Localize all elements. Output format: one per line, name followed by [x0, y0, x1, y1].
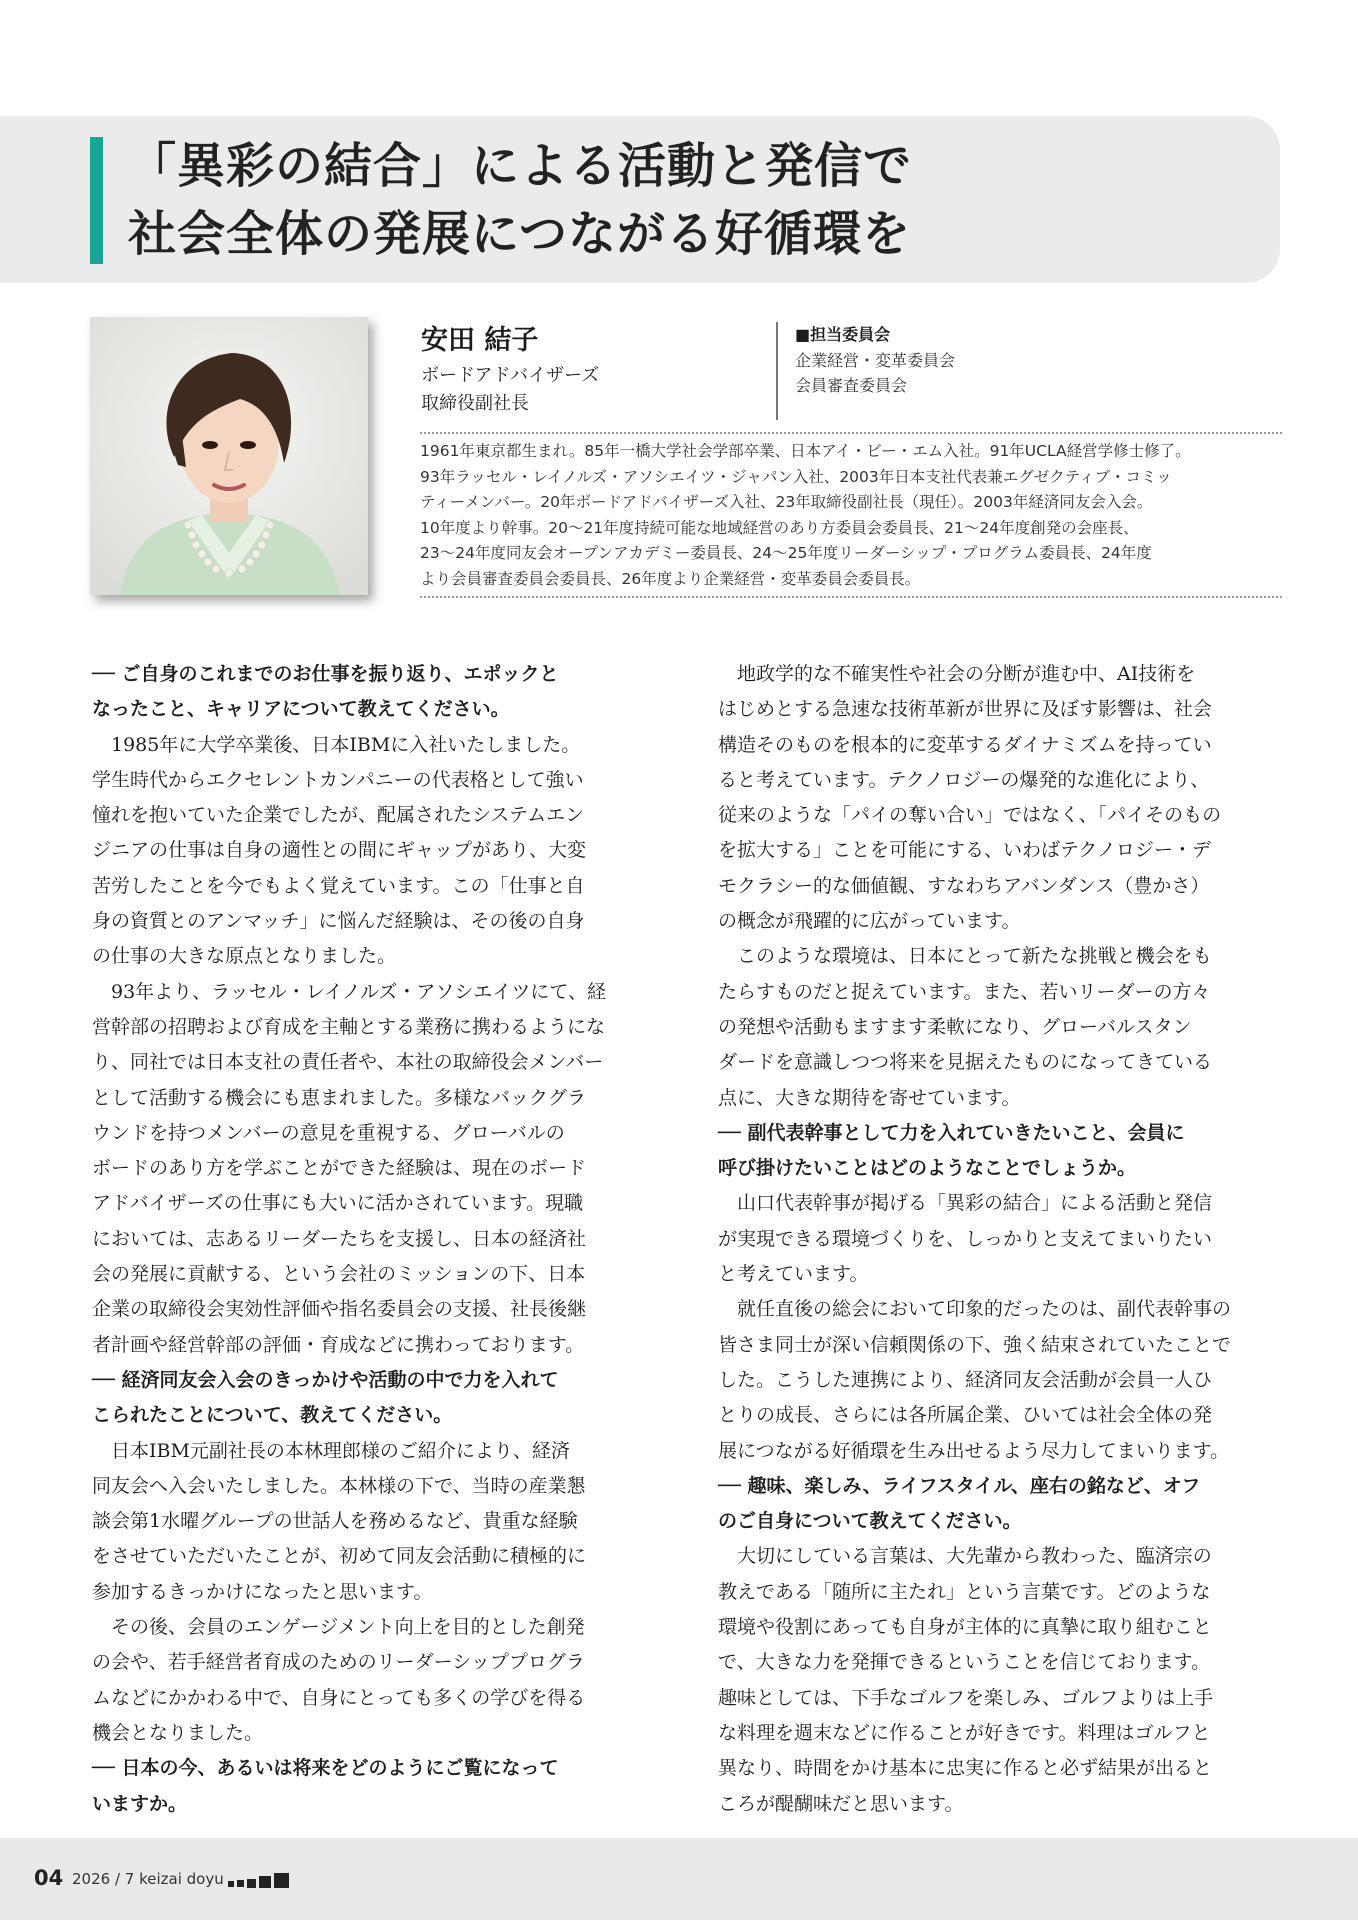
body-text-line: その後、会員のエンゲージメント向上を目的とした創発 [92, 1616, 585, 1639]
body-text-line: 営幹部の招聘および育成を主軸とする業務に携わるようにな [92, 1015, 606, 1038]
body-text-line: ダードを意識しつつ将来を見据えたものになってきている [718, 1051, 1213, 1074]
profile-line: より会員審査委員会委員長、26年度より企業経営・変革委員会委員長。 [420, 569, 921, 588]
body-text-line: ボードのあり方を学ぶことができた経験は、現在のボード [92, 1157, 587, 1180]
footer-square-icon [247, 1879, 256, 1888]
page-number: 04 [34, 1866, 64, 1890]
body-text-line: アドバイザーズの仕事にも大いに活かされています。現職 [92, 1192, 584, 1215]
body-text-line: 会の発展に貢献する、という会社のミッションの下、日本 [92, 1263, 586, 1286]
body-text-line: においては、志あるリーダーたちを支援し、日本の経済社 [92, 1227, 587, 1250]
body-text-line: 苦労したことを今でもよく覚えています。この「仕事と自 [92, 874, 585, 897]
article-title [128, 132, 1228, 268]
body-text-line: 者計画や経営幹部の評価・育成などに携わっております。 [92, 1333, 585, 1356]
portrait-illustration [90, 317, 368, 595]
question-line: ── 副代表幹事として力を入れていきたいこと、会員に [718, 1121, 1185, 1144]
committee-heading: ■担当委員会 [795, 325, 891, 344]
question-line: のご自身について教えてください。 [718, 1510, 1022, 1533]
portrait-photo [90, 317, 368, 595]
question-line: ── 趣味、楽しみ、ライフスタイル、座右の銘など、オフ [718, 1474, 1201, 1497]
committee-item: 会員審査委員会 [795, 376, 908, 395]
title-line-2: 社会全体の発展につながる好循環を [128, 206, 912, 262]
footer-square-icon [237, 1880, 244, 1887]
body-text-line: が実現できる環境づくりを、しっかりと支えてまいりたい [718, 1227, 1213, 1250]
body-text-line: 皆さま同士が深い信頼関係の下、強く結束されていたことで [718, 1333, 1232, 1356]
body-text-line: ジニアの仕事は自身の適性との間にギャップがあり、大変 [92, 839, 587, 862]
question-line: なったこと、キャリアについて教えてください。 [92, 698, 510, 721]
body-text-line: 身の資質とのアンマッチ」に悩んだ経験は、その後の自身 [92, 910, 585, 933]
body-text-line: とりの成長、さらには各所属企業、ひいては社会全体の発 [718, 1404, 1213, 1427]
body-text-line: 趣味としては、下手なゴルフを楽しみ、ゴルフよりは上手 [718, 1686, 1214, 1709]
body-text-line: このような環境は、日本にとって新たな挑戦と機会をも [718, 945, 1212, 968]
body-text-line: 日本IBM元副社長の本林理郎様のご紹介により、経済 [92, 1439, 570, 1462]
body-text-line: 山口代表幹事が掲げる「異彩の結合」による活動と発信 [718, 1192, 1213, 1215]
profile-line: ティーメンバー。20年ボードアドバイザーズ入社、23年取締役副社長（現任）。2003年経済同友会入会。 [420, 493, 1153, 511]
body-text-line: 就任直後の総会において印象的だったのは、副代表幹事の [718, 1298, 1232, 1321]
profile-line: 93年ラッセル・レイノルズ・アソシエイツ・ジャパン入社、2003年日本支社代表兼エグゼクティブ・コミッ [420, 467, 1172, 486]
question-line: いますか。 [92, 1792, 188, 1815]
profile-bio [420, 432, 1282, 598]
body-text-line: と考えています。 [718, 1263, 869, 1286]
body-text-line: の発想や活動もますます柔軟になり、グローバルスタン [718, 1015, 1192, 1038]
title-line-1: 「異彩の結合」による活動と発信で [128, 138, 913, 194]
body-text-line: 機会となりました。 [92, 1721, 264, 1744]
question-line: こられたことについて、教えてください。 [92, 1404, 453, 1427]
body-text-line: たらすものだと捉えています。また、若いリーダーの方々 [718, 980, 1211, 1003]
profile-line: 23～24年度同友会オープンアカデミー委員長、24～25年度リーダーシップ・プログラム委員長、24年度 [420, 544, 1152, 562]
person-name: 安田 結子 [421, 325, 539, 356]
body-text-line: 93年より、ラッセル・レイノルズ・アソシエイツにて、経 [92, 980, 606, 1003]
body-text-line: 談会第1水曜グループの世話人を務めるなど、貴重な経験 [92, 1510, 578, 1533]
body-text-line: 同友会へ入会いたしました。本林様の下で、当時の産業懇 [92, 1474, 586, 1497]
body-text-line: 地政学的な不確実性や社会の分断が進む中、AI技術を [718, 663, 1196, 685]
question-line: ── ご自身のこれまでのお仕事を振り返り、エポックと [92, 663, 559, 685]
body-text-line: 憧れを抱いていた企業でしたが、配属されたシステムエン [92, 804, 585, 827]
body-text-line: 異なり、時間をかけ基本に忠実に作ると必ず結果が出ると [718, 1757, 1213, 1780]
body-text-line: 展につながる好循環を生み出せるよう尽力してまいります。 [718, 1439, 1230, 1462]
body-text-line: ころが醍醐味だと思います。 [718, 1792, 964, 1815]
issue-label: 2026 / 7 keizai doyu [72, 1870, 224, 1888]
body-text-line: ると考えています。テクノロジーの爆発的な進化により、 [718, 768, 1210, 791]
body-text-line: の会や、若手経営者育成のためのリーダーシッププログラ [92, 1651, 585, 1674]
body-text-line: モクラシー的な価値観、すなわちアバンダンス（豊かさ） [718, 874, 1210, 897]
body-text-line: り、同社では日本支社の責任者や、本社の取締役会メンバー [92, 1051, 604, 1074]
body-text-line: で、大きな力を発揮できるということを信じております。 [718, 1651, 1211, 1674]
profile-line: 10年度より幹事。20～21年度持続可能な地域経営のあり方委員会委員長、21～24年度創発の会座長、 [420, 518, 1139, 537]
body-text-line: ウンドを持つメンバーの意見を重視する、グローバルの [92, 1121, 565, 1144]
body-text-line: をさせていただいたことが、初めて同友会活動に積極的に [92, 1545, 587, 1568]
committee-item: 企業経営・変革委員会 [795, 351, 956, 370]
question-line: ── 経済同友会入会のきっかけや活動の中で力を入れて [92, 1368, 559, 1391]
body-text-line: の仕事の大きな原点となりました。 [92, 945, 397, 968]
body-text-line: として活動する機会にも恵まれました。多様なバックグラ [92, 1086, 587, 1109]
body-column-left [92, 657, 657, 1822]
body-text-line: を拡大する」ことを可能にする、いわばテクノロジー・デ [718, 839, 1211, 862]
body-column-right [718, 657, 1283, 1822]
body-text-line: 環境や役割にあっても自身が主体的に真摯に取り組むこと [718, 1616, 1212, 1639]
body-text-line: 参加するきっかけになったと思います。 [92, 1580, 433, 1603]
body-text-line: ムなどにかかわる中で、自身にとっても多くの学びを得る [92, 1686, 586, 1709]
title-accent-bar [90, 137, 103, 264]
body-text-line: した。こうした連携により、経済同友会活動が会員一人ひ [718, 1368, 1213, 1391]
committee-divider [776, 322, 778, 420]
profile-line: 1961年東京都生まれ。85年一橋大学社会学部卒業、日本アイ・ビー・エム入社。91年UCLA経営学修士修了。 [420, 442, 1191, 460]
person-company: ボードアドバイザーズ [421, 365, 600, 386]
question-line: ── 日本の今、あるいは将来をどのようにご覧になって [92, 1757, 559, 1780]
body-text-line: 教えである「随所に主たれ」という言葉です。どのような [718, 1580, 1211, 1603]
person-position: 取締役副社長 [421, 393, 529, 414]
body-text-line: の概念が飛躍的に広がっています。 [718, 910, 1021, 933]
body-text-line: 大切にしている言葉は、大先輩から教わった、臨済宗の [718, 1545, 1212, 1568]
body-text-line: な料理を週末などに作ることが好きです。料理はゴルフと [718, 1721, 1211, 1744]
body-text-line: 1985年に大学卒業後、日本IBMに入社いたしました。 [92, 733, 581, 756]
footer-square-icon [259, 1876, 271, 1888]
footer-square-icon [228, 1881, 234, 1887]
footer-square-icon [274, 1873, 289, 1888]
body-text-line: はじめとする急速な技術革新が世界に及ぼす影響は、社会 [718, 698, 1213, 721]
body-text-line: 構造そのものを根本的に変革するダイナミズムを持ってい [718, 733, 1212, 756]
body-text-line: 点に、大きな期待を寄せています。 [718, 1086, 1021, 1109]
question-line: 呼び掛けたいことはどのようなことでしょうか。 [718, 1157, 1137, 1180]
body-text-line: 学生時代からエクセレントカンパニーの代表格として強い [92, 768, 584, 791]
body-text-line: 従来のような「パイの奪い合い」ではなく、「パイそのもの [718, 804, 1222, 827]
body-text-line: 企業の取締役会実効性評価や指名委員会の支援、社長後継 [92, 1298, 587, 1321]
